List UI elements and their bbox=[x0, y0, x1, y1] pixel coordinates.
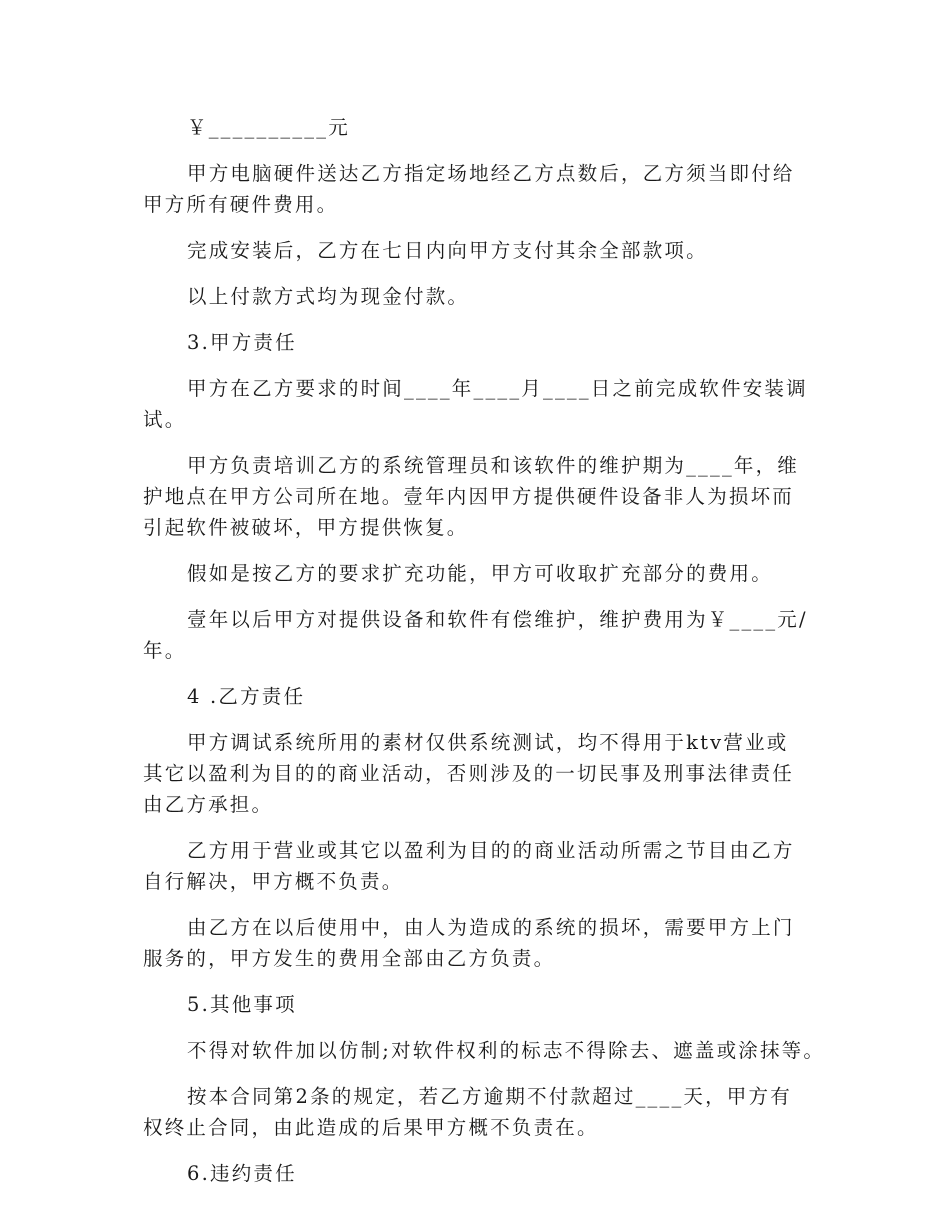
section-heading-party-b bbox=[143, 681, 833, 712]
text-line: 壹年以后甲方对提供设备和软件有偿维护，维护费用为￥____元/ bbox=[187, 608, 808, 631]
section-heading-other-matters bbox=[143, 989, 833, 1020]
text-line: 假如是按乙方的要求扩充功能，甲方可收取扩充部分的费用。 bbox=[187, 562, 773, 585]
paragraph-cash-payment bbox=[143, 281, 833, 312]
text-line: ￥__________元 bbox=[187, 116, 350, 139]
paragraph-termination bbox=[143, 1081, 833, 1143]
text-line: 甲方电脑硬件送达乙方指定场地经乙方点数后，乙方须当即付给 bbox=[187, 162, 795, 185]
paragraph-no-copying bbox=[143, 1035, 833, 1066]
paragraph-extension-fee bbox=[143, 558, 833, 589]
paragraph-install-deadline bbox=[143, 373, 833, 435]
section-title: 5.其他事项 bbox=[187, 993, 297, 1016]
text-line: 由乙方承担。 bbox=[143, 793, 274, 816]
paragraph-amount-blank bbox=[143, 112, 833, 143]
text-line: 权终止合同，由此造成的后果甲方概不负责在。 bbox=[143, 1116, 599, 1139]
contract-body bbox=[143, 112, 833, 1204]
text-line: 甲方所有硬件费用。 bbox=[143, 193, 339, 216]
text-line: 以上付款方式均为现金付款。 bbox=[187, 285, 470, 308]
section-title: 6.违约责任 bbox=[187, 1162, 297, 1185]
paragraph-training-maintenance bbox=[143, 450, 833, 543]
text-line: 自行解决，甲方概不负责。 bbox=[143, 870, 404, 893]
text-line: 其它以盈利为目的的商业活动，否则涉及的一切民事及刑事法律责任 bbox=[143, 762, 795, 785]
text-line: 完成安装后，乙方在七日内向甲方支付其余全部款项。 bbox=[187, 239, 708, 262]
section-heading-breach bbox=[143, 1158, 833, 1189]
text-line: 甲方调试系统所用的素材仅供系统测试，均不得用于ktv营业或 bbox=[187, 731, 789, 754]
paragraph-material-usage bbox=[143, 727, 833, 820]
text-line: 服务的，甲方发生的费用全部由乙方负责。 bbox=[143, 947, 556, 970]
text-line: 由乙方在以后使用中，由人为造成的系统的损坏，需要甲方上门 bbox=[187, 916, 795, 939]
section-heading-party-a bbox=[143, 327, 833, 358]
text-line: 不得对软件加以仿制;对软件权利的标志不得除去、遮盖或涂抹等。 bbox=[187, 1039, 826, 1062]
section-title: 4 .乙方责任 bbox=[187, 685, 306, 708]
text-line: 甲方在乙方要求的时间____年____月____日之前完成软件安装调 bbox=[187, 377, 808, 400]
text-line: 乙方用于营业或其它以盈利为目的的商业活动所需之节目由乙方 bbox=[187, 839, 795, 862]
paragraph-onsite-service bbox=[143, 912, 833, 974]
text-line: 年。 bbox=[143, 639, 187, 662]
text-line: 引起软件被破坏，甲方提供恢复。 bbox=[143, 516, 469, 539]
paragraph-hardware-payment bbox=[143, 158, 833, 220]
text-line: 护地点在甲方公司所在地。壹年内因甲方提供硬件设备非人为损坏而 bbox=[143, 485, 795, 508]
paragraph-paid-maintenance bbox=[143, 604, 833, 666]
text-line: 甲方负责培训乙方的系统管理员和该软件的维护期为____年，维 bbox=[187, 454, 800, 477]
paragraph-installation-payment bbox=[143, 235, 833, 266]
paragraph-program-content bbox=[143, 835, 833, 897]
text-line: 试。 bbox=[143, 408, 187, 431]
text-line: 按本合同第2条的规定，若乙方逾期不付款超过____天，甲方有 bbox=[187, 1085, 792, 1108]
section-title: 3.甲方责任 bbox=[187, 331, 297, 354]
